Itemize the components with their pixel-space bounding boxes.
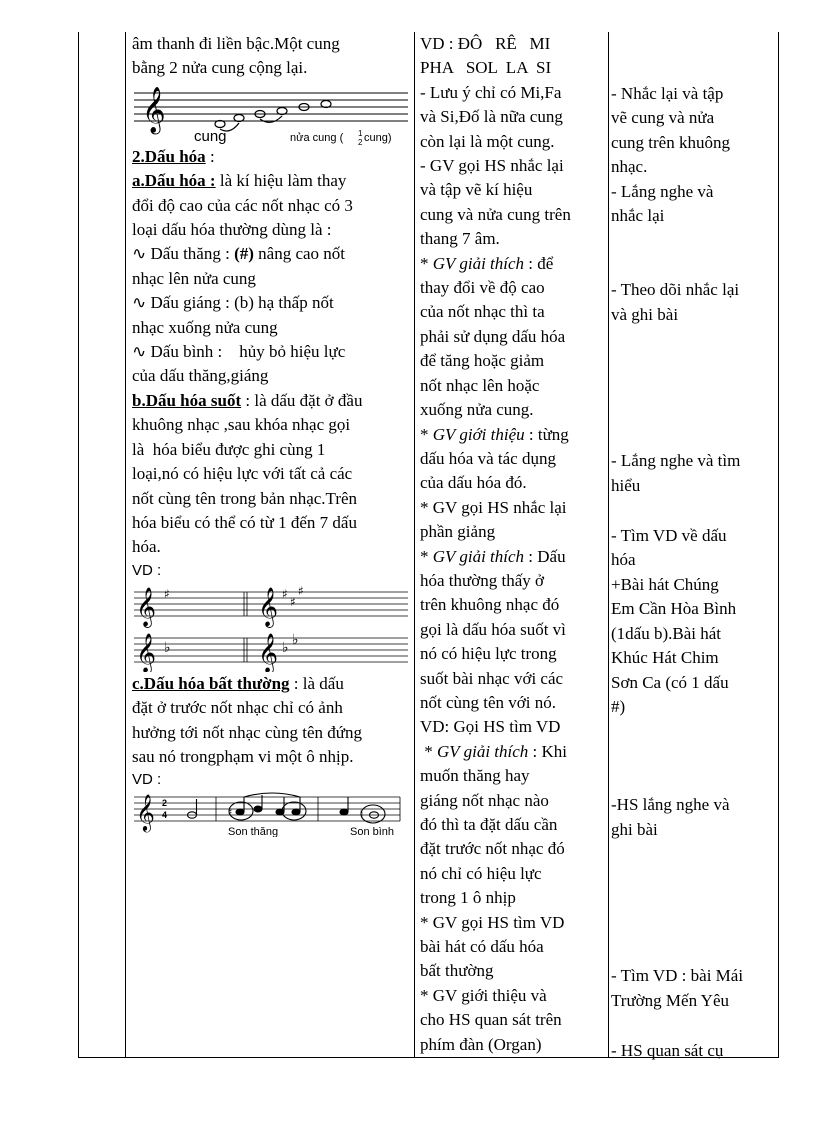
svg-text:cung): cung) [364, 131, 392, 144]
table-border-left [78, 32, 79, 1058]
figure-accidentals [132, 791, 417, 837]
student-group-1: - Nhắc lại và tập vẽ cung và nửa cung trên khuông nhạc. - Lắng nghe và nhắc lại [611, 84, 730, 226]
svg-text:𝄞: 𝄞 [258, 586, 279, 627]
student-group-7: - HS quan sát cụ [611, 1040, 724, 1060]
bullet-icon: ∿ [132, 342, 147, 362]
svg-text:♯: ♯ [282, 586, 288, 601]
svg-text:𝄞: 𝄞 [142, 86, 166, 133]
section-b-line: b.Dấu hóa suốt : là dấu đặt ở đầu [132, 390, 363, 410]
bullet-icon: ∿ [132, 244, 147, 264]
column-divider-3 [608, 32, 609, 1058]
sharp-line: ∿ Dấu thăng : (#) nâng cao nốt [132, 244, 346, 264]
flat-line: ∿ Dấu giáng : (b) hạ thấp nốt [132, 293, 334, 313]
content-column: âm thanh đi liền bậc.Một cung bằng 2 nửa cung cộng lại. 𝄞 cung nửa cung ( 1 2 cung) 2.Dấu hóa : a.Dấu hóa : là kí hiệu làm thay đổi độ cao của các nốt nhạc có 3 loại dấu hóa thường dùng là : ∿ Dấu thăng : (#) nâng cao nốt nhạc lên nửa cung ∿ Dấu giáng : (b) hạ thấp nốt nhạc xuống nửa cung ∿ Dấu bình : hủy bỏ hiệu lực của dấu thăng,giáng b.Dấu hóa suốt : là dấu đặt ở đầu khuông nhạc ,sau khóa nhạc gọi là hóa biểu được ghi cùng 1 loại,nó có hiệu lực với tất cả các nốt cùng tên trong bản nhạc.Trên hóa biểu có thể có từ 1 đến 7 dấu hóa. VD : 𝄞 𝄞 𝄞 𝄞 ♯ ♯ ♯ ♯ ♭ ♭ ♭ c.Dấu hóa bất thường : là dấu đặt ở trước nốt nhạc chỉ có ảnh hưởng tới nốt nhạc cùng tên đứng sau nó trongphạm vi một ô nhịp. VD : 𝄞 2 4 ♯ ♮ Son thăng Son bình [132, 32, 417, 837]
section-c-line: c.Dấu hóa bất thường : là dấu [132, 673, 344, 693]
lesson-table [78, 32, 779, 1058]
svg-text:♭: ♭ [282, 639, 289, 656]
svg-text:2: 2 [162, 798, 168, 809]
student-group-5: -HS lắng nghe và ghi bài [611, 795, 730, 839]
svg-text:♮: ♮ [360, 810, 364, 821]
svg-text:1: 1 [358, 128, 363, 138]
bullet-icon: ∿ [132, 293, 147, 313]
svg-text:♯: ♯ [164, 586, 170, 601]
figure-key-signatures [132, 582, 417, 672]
svg-text:𝄞: 𝄞 [136, 632, 157, 672]
student-group-3: - Lắng nghe và tìm hiểu [611, 451, 741, 495]
fig1-label-nua-cung: nửa cung ( [290, 131, 344, 144]
fig1-label-cung: cung [194, 127, 227, 145]
figure-cung-nua-cung [132, 83, 417, 145]
svg-text:♯: ♯ [228, 808, 233, 819]
svg-text:♯: ♯ [290, 594, 296, 609]
svg-text:𝄞: 𝄞 [258, 632, 279, 672]
svg-text:4: 4 [162, 810, 168, 821]
svg-text:♭: ♭ [164, 639, 171, 656]
column-divider-1 [125, 32, 126, 1058]
section-a-line: a.Dấu hóa : là kí hiệu làm thay [132, 171, 347, 191]
teacher-column: VD : ĐÔ RÊ MI PHA SOL LA SI - Lưu ý chỉ có Mi,Fa và Si,Đố là nữa cung còn lại là một cung. - GV gọi HS nhắc lại và tập vẽ kí hiệu cung và nửa cung trên thang 7 âm. * GV giải thích : để thay đổi về độ cao của nốt nhạc thì ta phải sử dụng dấu hóa để tăng hoặc giảm nốt nhạc lên hoặc xuống nửa cung. * GV giới thiệu : từng dấu hóa và tác dụng của dấu hóa đó. * GV gọi HS nhắc lại phần giảng * GV giải thích : Dấu hóa thường thấy ở trên khuông nhạc đó gọi là dấu hóa suốt vì nó có hiệu lực trong suốt bài nhạc với các nốt cùng tên với nó. VD: Gọi HS tìm VD * GV giải thích : Khi muốn thăng hay giáng nốt nhạc nào đó thì ta đặt dấu cần đặt trước nốt nhạc đó nó chỉ có hiệu lực trong 1 ô nhịp * GV gọi HS tìm VD bài hát có dấu hóa bất thường * GV giới thiệu và cho HS quan sát trên phím đàn (Organ) [420, 34, 571, 1054]
svg-text:𝄞: 𝄞 [136, 586, 157, 627]
svg-text:2: 2 [358, 137, 363, 145]
student-group-6: - Tìm VD : bài Mái Trường Mến Yêu [611, 966, 744, 1010]
natural-line: ∿ Dấu bình : hủy bỏ hiệu lực [132, 342, 346, 362]
vd-label: VD : [132, 561, 162, 579]
svg-text:♯: ♯ [298, 583, 304, 598]
student-column [611, 32, 779, 1063]
fig3-label-son-binh: Son bình [350, 826, 395, 838]
student-group-2: - Theo dõi nhắc lại và ghi bài [611, 280, 740, 324]
vd-label: VD : [132, 771, 162, 789]
intro-line: âm thanh đi liền bậc.Một cung [132, 34, 340, 53]
fig3-label-son-thang: Son thăng [228, 826, 279, 838]
svg-text:𝄞: 𝄞 [136, 793, 155, 832]
section-2-heading: 2.Dấu hóa : [132, 146, 215, 166]
intro-line: bằng 2 nửa cung cộng lại. [132, 58, 308, 78]
svg-text:♭: ♭ [292, 631, 299, 648]
student-group-4: - Tìm VD về dấu hóa +Bài hát Chúng Em Cần Hòa Bình (1dấu b).Bài hát Khúc Hát Chim Sơn Ca (có 1 dấu #) [611, 526, 737, 716]
